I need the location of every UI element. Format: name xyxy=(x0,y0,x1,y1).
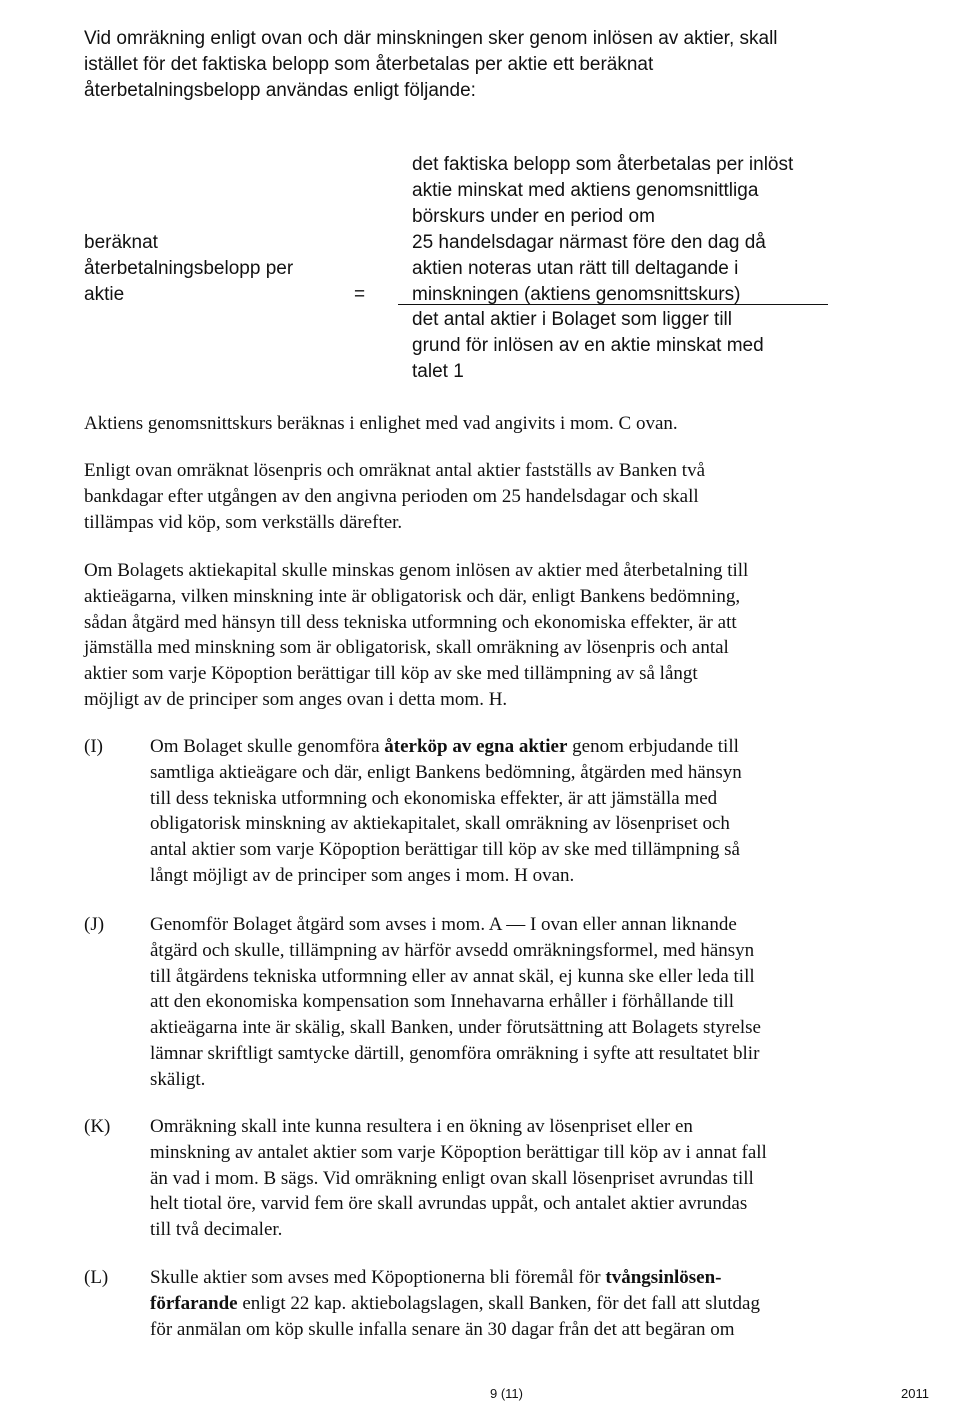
item-text-fragment: Skulle aktier som avses med Köpoptionerna bli föremål för xyxy=(150,1267,606,1288)
intro-line: istället för det faktiska belopp som återbetalas per aktie ett beräknat xyxy=(84,54,654,75)
numerator-line: det faktiska belopp som återbetalas per inlöst xyxy=(412,154,794,175)
item-line xyxy=(150,1291,880,1317)
item-label-i: (I) xyxy=(84,736,103,757)
item-line: minskning av antalet aktier som varje Köpoption berättigar till köp av i annat fall xyxy=(150,1141,767,1163)
item-line: än vad i mom. B sägs. Vid omräkning enligt ovan skall lösenpriset avrundas till xyxy=(150,1167,754,1189)
fraction-line xyxy=(398,304,828,305)
item-line: skäligt. xyxy=(150,1068,206,1090)
paragraph-capital-reduction xyxy=(84,558,874,713)
item-text-l xyxy=(150,1265,880,1342)
item-line: för anmälan om köp skulle infalla senare än 30 dagar från det att begäran om xyxy=(150,1318,735,1340)
numerator-line: minskningen (aktiens genomsnittskurs) xyxy=(412,284,741,305)
formula-numerator xyxy=(412,152,793,308)
denominator-line: grund för inlösen av en aktie minskat med xyxy=(412,335,764,356)
footer-year: 2011 xyxy=(901,1386,929,1401)
item-line: åtgärd och skulle, tillämpning av härför avsedd omräkningsformel, med hänsyn xyxy=(150,939,755,961)
item-line: till två decimaler. xyxy=(150,1219,283,1241)
item-label-j: (J) xyxy=(84,914,105,935)
paragraph-recalculated-price xyxy=(84,458,874,535)
intro-line: Vid omräkning enligt ovan och där minskningen sker genom inlösen av aktier, skall xyxy=(84,28,778,49)
item-line: att den ekonomiska kompensation som Innehavarna erhåller i förhållande till xyxy=(150,991,735,1013)
item-text-j xyxy=(150,912,880,1093)
formula-denominator xyxy=(412,307,764,385)
item-bold-term: återköp av egna aktier xyxy=(384,736,568,757)
item-text-fragment: Om Bolaget skulle genomföra xyxy=(150,736,385,757)
formula-lhs-line: beräknat xyxy=(84,232,158,253)
item-text-i xyxy=(150,734,880,889)
denominator-line: talet 1 xyxy=(412,361,464,382)
item-line: Genomför Bolaget åtgärd som avses i mom. A — I ovan eller annan liknande xyxy=(150,914,737,935)
item-line: antal aktier som varje Köpoption berättigar till köp av ske med tillämpning så xyxy=(150,839,740,861)
paragraph-average-price xyxy=(84,411,874,437)
formula-lhs-line: återbetalningsbelopp per xyxy=(84,258,294,279)
paragraph-line: jämställa med minskning som är obligatorisk, skall omräkning av lösenpris och antal xyxy=(84,637,729,659)
item-line xyxy=(150,1265,880,1291)
numerator-line: 25 handelsdagar närmast före den dag då xyxy=(412,232,766,253)
formula-lhs xyxy=(84,230,293,308)
item-line: helt tiotal öre, varvid fem öre skall avrundas uppåt, och antalet aktier avrundas xyxy=(150,1193,748,1215)
paragraph-line: aktier som varje Köpoption berättigar till köp av ske med tillämpning av så långt xyxy=(84,663,698,685)
item-bold-term: förfarande xyxy=(150,1292,238,1314)
paragraph-line: aktieägarna, vilken minskning inte är obligatorisk och där, enligt Bankens bedömning, xyxy=(84,585,741,607)
intro-line: återbetalningsbelopp användas enligt följande: xyxy=(84,80,476,101)
item-line: Omräkning skall inte kunna resultera i en ökning av lösenpriset eller en xyxy=(150,1116,693,1137)
paragraph-line: Enligt ovan omräknat lösenpris och omräknat antal aktier fastställs av Banken två xyxy=(84,460,706,481)
item-label-l: (L) xyxy=(84,1267,109,1288)
item-line: obligatorisk minskning av aktiekapitalet, skall omräkning av lösenpriset och xyxy=(150,813,730,835)
item-line xyxy=(150,734,880,760)
paragraph-line: Aktiens genomsnittskurs beräknas i enlighet med vad angivits i mom. C ovan. xyxy=(84,413,678,434)
item-label-k: (K) xyxy=(84,1116,111,1137)
item-line: till dess tekniska utformning och ekonomiska effekter, är att jämställa med xyxy=(150,787,718,809)
numerator-line: börskurs under en period om xyxy=(412,206,655,227)
paragraph-line: möjligt av de principer som anges ovan i detta mom. H. xyxy=(84,688,508,710)
item-line: samtliga aktieägare och där, enligt Bankens bedömning, åtgärden med hänsyn xyxy=(150,761,742,783)
formula-lhs-line: aktie xyxy=(84,284,125,305)
item-line: långt möjligt av de principer som anges i mom. H ovan. xyxy=(150,864,575,886)
item-text-fragment: enligt 22 kap. aktiebolagslagen, skall Banken, för det fall att slutdag xyxy=(237,1292,760,1314)
item-text-k xyxy=(150,1114,880,1243)
item-line: aktieägarna inte är skälig, skall Banken, under förutsättning att Bolagets styrelse xyxy=(150,1017,761,1039)
page-number: 9 (11) xyxy=(490,1386,523,1401)
item-text-fragment: genom erbjudande till xyxy=(567,736,739,757)
paragraph-line: tillämpas vid köp, som verkställs därefter. xyxy=(84,511,403,533)
paragraph-line: bankdagar efter utgången av den angivna perioden om 25 handelsdagar och skall xyxy=(84,485,699,507)
denominator-line: det antal aktier i Bolaget som ligger till xyxy=(412,309,732,330)
item-line: till åtgärdens tekniska utformning eller av annat skäl, ej kunna ske eller leda till xyxy=(150,965,755,987)
formula-equals-sign: = xyxy=(354,284,366,305)
intro-paragraph xyxy=(84,26,874,104)
numerator-line: aktien noteras utan rätt till deltagande i xyxy=(412,258,739,279)
numerator-line: aktie minskat med aktiens genomsnittliga xyxy=(412,180,759,201)
item-bold-term: tvångsinlösen- xyxy=(605,1267,722,1288)
paragraph-line: sådan åtgärd med hänsyn till dess tekniska utformning och ekonomiska effekter, är att xyxy=(84,611,737,633)
item-line: lämnar skriftligt samtycke därtill, genomföra omräkning i syfte att resultatet blir xyxy=(150,1042,760,1064)
paragraph-line: Om Bolagets aktiekapital skulle minskas genom inlösen av aktier med återbetalning till xyxy=(84,560,749,581)
